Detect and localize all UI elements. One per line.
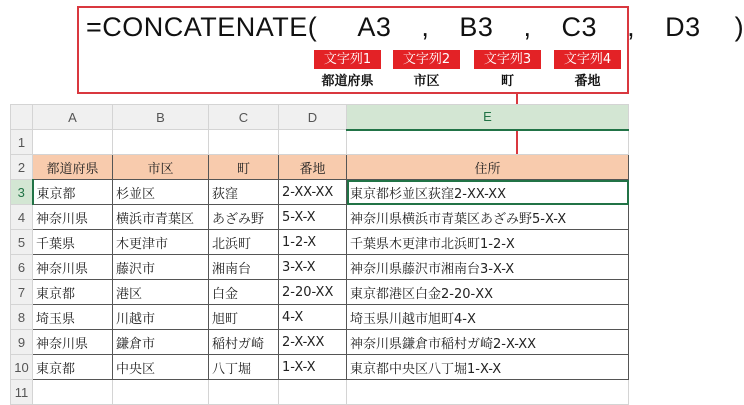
formula-separator: , [627,12,636,42]
column-header-d[interactable]: D [279,105,347,130]
arg-label-4: 番地 [574,74,601,89]
data-cell[interactable]: 1-2-X [279,230,347,255]
spreadsheet [10,104,630,400]
data-cell[interactable]: 神奈川県鎌倉市稲村ガ崎2-X-XX [347,330,629,355]
header-cell[interactable]: 町 [209,155,279,180]
data-cell[interactable]: 神奈川県 [33,330,113,355]
data-cell[interactable]: あざみ野 [209,205,279,230]
formula-arg-3: C3 [561,12,598,42]
data-cell[interactable]: 横浜市青葉区 [113,205,209,230]
data-cell[interactable]: 東京都港区白金2-20-XX [347,280,629,305]
data-cell[interactable]: 3-X-X [279,255,347,280]
row-header[interactable]: 9 [11,330,33,355]
row-header[interactable]: 4 [11,205,33,230]
row-header[interactable]: 5 [11,230,33,255]
formula-arg-4: D3 [665,12,701,42]
data-cell[interactable]: 千葉県 [33,230,113,255]
formula-separator: , [523,12,532,42]
data-cell[interactable]: 1-X-X [279,355,347,380]
cell[interactable] [209,130,279,155]
data-cell[interactable]: 2-X-XX [279,330,347,355]
selected-cell[interactable]: 東京都杉並区荻窪2-XX-XX [347,180,629,205]
column-header-c[interactable]: C [209,105,279,130]
cell[interactable] [113,130,209,155]
header-cell[interactable]: 番地 [279,155,347,180]
row-header[interactable]: 3 [11,180,33,205]
data-cell[interactable]: 藤沢市 [113,255,209,280]
data-cell[interactable]: 東京都 [33,180,113,205]
cell[interactable] [279,380,347,405]
spreadsheet-grid [10,104,629,405]
column-header-a[interactable]: A [33,105,113,130]
data-cell[interactable]: 旭町 [209,305,279,330]
data-cell[interactable]: 4-X [279,305,347,330]
data-cell[interactable]: 千葉県木更津市北浜町1-2-X [347,230,629,255]
data-cell[interactable]: 港区 [113,280,209,305]
row-header[interactable]: 11 [11,380,33,405]
row-header[interactable]: 10 [11,355,33,380]
row-header[interactable]: 1 [11,130,33,155]
header-cell[interactable]: 都道府県 [33,155,113,180]
arg-label-2: 市区 [413,74,440,89]
data-cell[interactable]: 東京都 [33,355,113,380]
data-cell[interactable]: 神奈川県 [33,205,113,230]
data-cell[interactable]: 湘南台 [209,255,279,280]
data-cell[interactable]: 杉並区 [113,180,209,205]
data-cell[interactable]: 埼玉県川越市旭町4-X [347,305,629,330]
select-all-corner[interactable] [11,105,33,130]
cell[interactable] [209,380,279,405]
data-cell[interactable]: 神奈川県藤沢市湘南台3-X-X [347,255,629,280]
column-header-e[interactable]: E [347,105,629,130]
cell[interactable] [33,380,113,405]
formula-suffix: ) [734,12,744,42]
row-header[interactable]: 6 [11,255,33,280]
data-cell[interactable]: 川越市 [113,305,209,330]
data-cell[interactable]: 神奈川県横浜市青葉区あざみ野5-X-X [347,205,629,230]
arg-tag-3: 文字列3 [474,50,541,69]
formula-arg-1: A3 [357,12,392,42]
row-header[interactable]: 2 [11,155,33,180]
data-cell[interactable]: 2-20-XX [279,280,347,305]
formula-prefix: =CONCATENATE( [86,12,318,42]
data-cell[interactable]: 白金 [209,280,279,305]
data-cell[interactable]: 神奈川県 [33,255,113,280]
column-header-b[interactable]: B [113,105,209,130]
data-cell[interactable]: 東京都中央区八丁堀1-X-X [347,355,629,380]
data-cell[interactable]: 中央区 [113,355,209,380]
arg-tag-4: 文字列4 [554,50,621,69]
arg-label-3: 町 [500,74,514,89]
arg-tag-1: 文字列1 [314,50,381,69]
cell[interactable] [347,130,629,155]
arg-label-1: 都道府県 [321,74,374,89]
data-cell[interactable]: 荻窪 [209,180,279,205]
cell[interactable] [113,380,209,405]
formula-arg-2: B3 [459,12,494,42]
data-cell[interactable]: 八丁堀 [209,355,279,380]
data-cell[interactable]: 2-XX-XX [279,180,347,205]
data-cell[interactable]: 木更津市 [113,230,209,255]
formula-separator: , [421,12,430,42]
cell[interactable] [279,130,347,155]
data-cell[interactable]: 東京都 [33,280,113,305]
header-cell[interactable]: 市区 [113,155,209,180]
header-cell[interactable]: 住所 [347,155,629,180]
data-cell[interactable]: 鎌倉市 [113,330,209,355]
row-header[interactable]: 7 [11,280,33,305]
cell[interactable] [347,380,629,405]
cell[interactable] [33,130,113,155]
data-cell[interactable]: 埼玉県 [33,305,113,330]
data-cell[interactable]: 稲村ガ崎 [209,330,279,355]
formula-text [86,12,744,43]
data-cell[interactable]: 5-X-X [279,205,347,230]
arg-tag-2: 文字列2 [393,50,460,69]
row-header[interactable]: 8 [11,305,33,330]
data-cell[interactable]: 北浜町 [209,230,279,255]
